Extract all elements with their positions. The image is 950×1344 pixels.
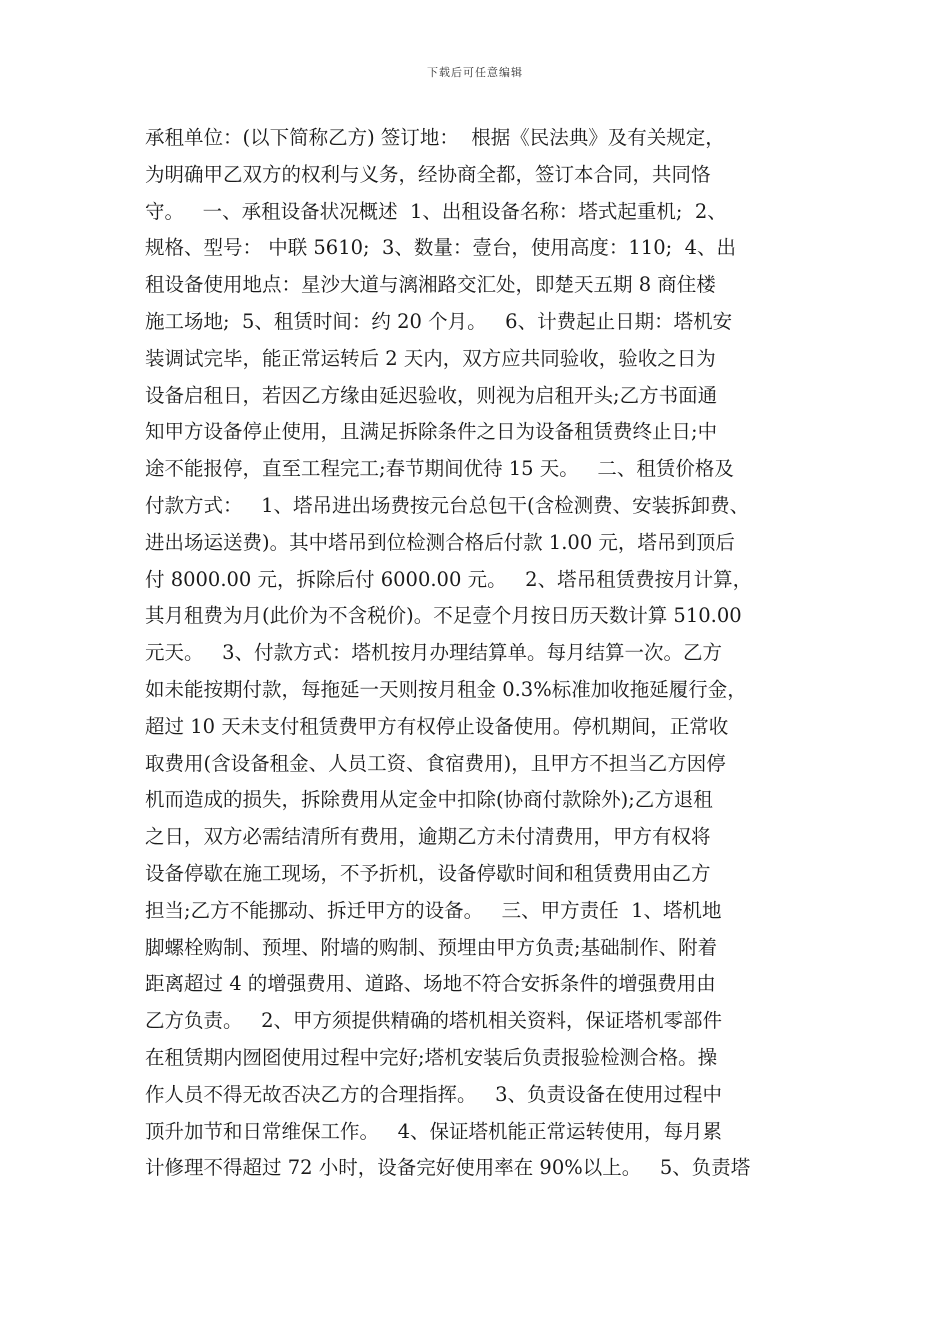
text-line: 为明确甲乙双方的权利与义务，经协商全都，签订本合同，共同恪 — [145, 162, 711, 186]
text-line: 乙方负责。 2、甲方须提供精确的塔机相关资料，保证塔机零部件 — [145, 1009, 723, 1033]
text-line: 超过 10 天未支付租赁费甲方有权停止设备使用。停机期间，正常收 — [145, 714, 729, 738]
text-line: 设备启租日，若因乙方缘由延迟验收，则视为启租开头;乙方书面通 — [145, 383, 718, 407]
text-line: 元天。 3、付款方式：塔机按月办理结算单。每月结算一次。乙方 — [145, 641, 723, 665]
text-line: 担当;乙方不能挪动、拆迁甲方的设备。 三、甲方责任 1、塔机地 — [145, 898, 722, 922]
text-line: 付款方式： 1、塔吊进出场费按元台总包干(含检测费、安装拆卸费、 — [145, 493, 750, 517]
text-line: 顶升加节和日常维保工作。 4、保证塔机能正常运转使用，每月累 — [145, 1119, 723, 1143]
text-line: 进出场运送费)。其中塔吊到位检测合格后付款 1.00 元，塔吊到顶后 — [145, 530, 735, 554]
page-header: 下载后可任意编辑 — [427, 66, 523, 79]
text-line: 租设备使用地点：星沙大道与漓湘路交汇处，即楚天五期 8 商住楼 — [145, 273, 716, 297]
text-line: 装调试完毕，能正常运转后 2 天内，双方应共同验收，验收之日为 — [145, 346, 716, 370]
text-line: 在租赁期内囫囵使用过程中完好;塔机安装后负责报验检测合格。操 — [145, 1045, 718, 1069]
text-line: 计修理不得超过 72 小时，设备完好使用率在 90%以上。 5、负责塔 — [145, 1156, 751, 1180]
text-line: 脚螺栓购制、预埋、附墙的购制、预埋由甲方负责;基础制作、附着 — [145, 935, 718, 959]
text-line: 作人员不得无故否决乙方的合理指挥。 3、负责设备在使用过程中 — [145, 1082, 723, 1106]
text-line: 如未能按期付款，每拖延一天则按月租金 0.3%标准加收拖延履行金， — [145, 677, 747, 701]
text-line: 取费用(含设备租金、人员工资、食宿费用)，且甲方不担当乙方因停 — [145, 751, 726, 775]
text-line: 施工场地; 5、租赁时间：约 20 个月。 6、计费起止日期：塔机安 — [145, 309, 733, 333]
text-line: 守。 一、承租设备状况概述 1、出租设备名称：塔式起重机; 2、 — [145, 199, 727, 223]
text-line: 其月租费为月(此价为不含税价)。不足壹个月按日历天数计算 510.00 — [145, 604, 742, 628]
text-line: 机而造成的损失，拆除费用从定金中扣除(协商付款除外);乙方退租 — [145, 788, 713, 812]
text-line: 设备停歇在施工现场，不予折机，设备停歇时间和租赁费用由乙方 — [145, 861, 711, 885]
text-line: 途不能报停，直至工程完工;春节期间优待 15 天。 二、租赁价格及 — [145, 457, 734, 481]
text-line: 距离超过 4 的增强费用、道路、场地不符合安拆条件的增强费用由 — [145, 972, 716, 996]
text-line: 知甲方设备停止使用，且满足拆除条件之日为设备租赁费终止日;中 — [145, 420, 718, 444]
text-line: 规格、型号： 中联 5610; 3、数量：壹台，使用高度：110; 4、出 — [145, 236, 736, 260]
text-line: 之日，双方必需结清所有费用，逾期乙方未付清费用，甲方有权将 — [145, 825, 711, 849]
text-line: 付 8000.00 元，拆除后付 6000.00 元。 2、塔吊租赁费按月计算， — [145, 567, 753, 591]
text-line: 承租单位：(以下简称乙方) 签订地： 根据《民法典》及有关规定， — [145, 126, 725, 149]
contract-body-text — [145, 120, 825, 1187]
